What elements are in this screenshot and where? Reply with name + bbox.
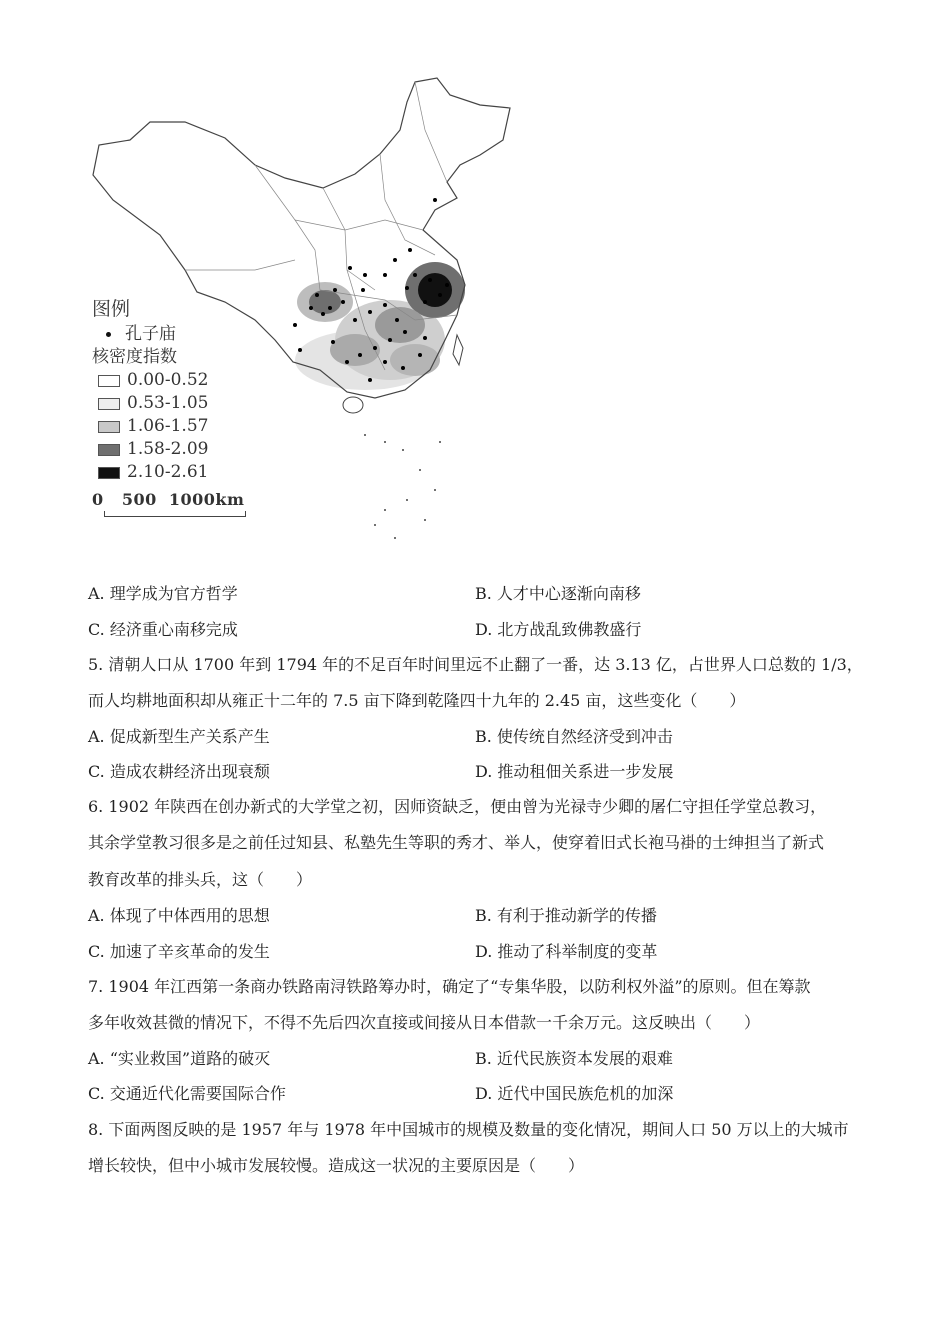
legend-swatch [98,398,120,410]
q4-option-b: B. 人才中心逐渐向南移 [475,584,641,603]
q4-option-c: C. 经济重心南移完成 [88,620,238,639]
legend-swatch [98,375,120,387]
q7-stem-line1: 7. 1904 年江西第一条商办铁路南浔铁路筹办时，确定了“专集华股，以防利权外溢”的原则。但在筹款 [88,977,811,996]
q5-option-c: C. 造成农耕经济出现衰颓 [88,762,270,781]
legend-class-row [92,415,246,438]
q5-option-d: D. 推动租佃关系进一步发展 [475,762,674,781]
legend-class-label: 0.00-0.52 [127,370,209,390]
legend-swatch [98,444,120,456]
q4-option-a: A. 理学成为官方哲学 [88,584,238,603]
legend-swatch [98,467,120,479]
legend-swatch [98,421,120,433]
legend-density-title: 核密度指数 [92,347,177,367]
q5-stem-line2: 而人均耕地面积却从雍正十二年的 7.5 亩下降到乾隆四十九年的 2.45 亩，这些变化（ ） [88,691,746,710]
q7-stem-line2: 多年收效甚微的情况下，不得不先后四次直接或间接从日本借款一千余万元。这反映出（ ） [88,1013,761,1032]
taiwan-island [453,335,463,365]
q6-stem-line1: 6. 1902 年陕西在创办新式的大学堂之初，因师资缺乏，便由曾为光禄寺少卿的屠仁守担任学堂总教习， [88,797,827,816]
q7-option-b: B. 近代民族资本发展的艰难 [475,1049,673,1068]
q6-option-a: A. 体现了中体西用的思想 [88,906,270,925]
south-china-sea-islands [364,434,441,539]
q8-stem-line1: 8. 下面两图反映的是 1957 年与 1978 年中国城市的规模及数量的变化情况，期间人口 50 万以上的大城市 [88,1120,849,1139]
map-legend [92,298,246,517]
q8-stem-line2: 增长较快，但中小城市发展较慢。造成这一状况的主要原因是（ ） [88,1156,585,1175]
q6-option-d: D. 推动了科举制度的变革 [475,942,658,961]
legend-title: 图例 [92,298,131,320]
q7-option-c: C. 交通近代化需要国际合作 [88,1084,286,1103]
legend-class-row [92,369,246,392]
legend-class-label: 1.58-2.09 [127,439,209,459]
scale-bar [104,511,246,517]
temple-dot-icon [106,332,111,337]
legend-point-row [92,323,246,346]
legend-class-label: 1.06-1.57 [127,416,209,436]
legend-class-row [92,461,246,484]
q6-stem-line2: 其余学堂教习很多是之前任过知县、私塾先生等职的秀才、举人，使穿着旧式长袍马褂的士绅担当了新式 [88,833,825,852]
hainan-island [343,397,363,413]
q6-stem-line3: 教育改革的排头兵，这（ ） [88,870,313,889]
legend-class-label: 2.10-2.61 [127,462,209,482]
legend-class-label: 0.53-1.05 [127,393,209,413]
q5-option-a: A. 促成新型生产关系产生 [88,727,270,746]
legend-class-row [92,392,246,415]
q6-option-b: B. 有利于推动新学的传播 [475,906,657,925]
q5-stem-line1: 5. 清朝人口从 1700 年到 1794 年的不足百年时间里远不止翻了一番，达 3.13 亿，占世界人口总数的 1/3， [88,655,863,674]
scale-text: 0 500 1000km [92,490,245,509]
q4-option-d: D. 北方战乱致佛教盛行 [475,620,642,639]
q7-option-a: A. “实业救国”道路的破灭 [88,1049,271,1068]
legend-class-row [92,438,246,461]
legend-point-label: 孔子庙 [125,324,176,344]
q6-option-c: C. 加速了辛亥革命的发生 [88,942,270,961]
q5-option-b: B. 使传统自然经济受到冲击 [475,727,673,746]
q7-option-d: D. 近代中国民族危机的加深 [475,1084,674,1103]
